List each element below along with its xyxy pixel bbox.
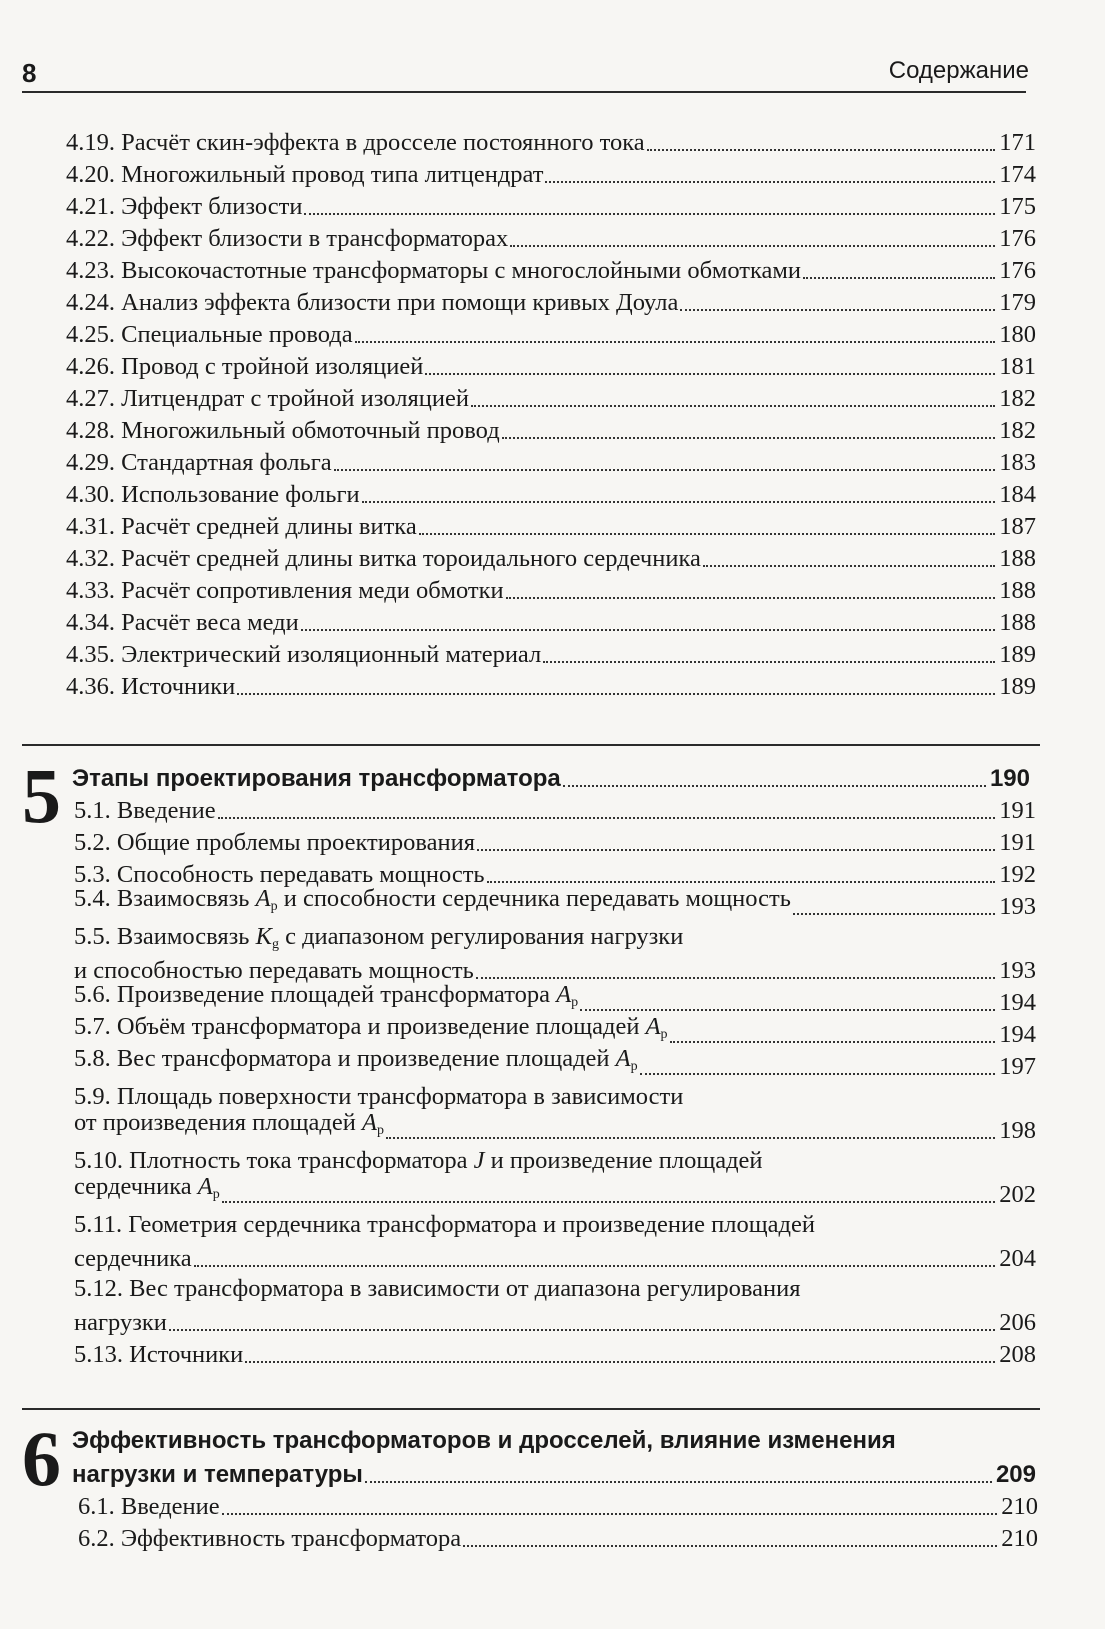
toc-entry[interactable] [66, 510, 1036, 542]
chapter-5-heading[interactable] [72, 762, 1030, 794]
entry-page: 183 [999, 449, 1036, 476]
entry-title: Высокочастотные трансформаторы с многослойными обмотками [121, 257, 802, 284]
entry-page: 189 [999, 641, 1036, 668]
entry-title: Эффект близости в трансформаторах [121, 225, 509, 252]
entry-title: Вес трансформатора в зависимости от диапазона регулирования [129, 1275, 801, 1302]
entry-page: 188 [999, 545, 1036, 572]
toc-entry[interactable] [66, 606, 1036, 638]
entry-num: 6.1. [78, 1493, 115, 1520]
entry-num: 4.23. [66, 257, 115, 284]
entry-num: 4.36. [66, 673, 115, 700]
entry-title: Общие проблемы проектирования [116, 829, 475, 856]
entry-num: 5.10. [74, 1147, 123, 1174]
entry-title: Источники [129, 1341, 244, 1368]
subscript-p: p [376, 1123, 384, 1138]
entry-title: Расчёт средней длины витка тороидального сердечника [121, 545, 701, 572]
toc-entry-5-11-line1[interactable] [74, 1210, 815, 1242]
entry-page: 188 [999, 577, 1036, 604]
entry-title-line2: сердечника [74, 1245, 192, 1272]
entry-page: 176 [999, 225, 1036, 252]
leader-dots [471, 405, 995, 407]
toc-entry-5-12-line1[interactable] [74, 1274, 800, 1306]
toc-entry-5-1[interactable] [74, 794, 1036, 826]
entry-title: Взаимосвязь [116, 923, 250, 950]
toc-entry[interactable] [66, 478, 1036, 510]
entry-title: Анализ эффекта близости при помощи кривых Доула [121, 289, 679, 316]
entry-num: 5.12. [74, 1275, 123, 1302]
toc-entry[interactable] [66, 254, 1036, 286]
entry-page: 174 [999, 161, 1036, 188]
entry-title: Эффективность трансформатора [120, 1525, 462, 1552]
page-number: 8 [22, 58, 37, 88]
entry-page: 202 [999, 1181, 1036, 1208]
toc-entry[interactable] [66, 222, 1036, 254]
subscript-p: p [270, 899, 278, 914]
entry-title: Площадь поверхности трансформатора в зависимости [116, 1083, 684, 1110]
leader-dots [463, 1545, 997, 1547]
leader-dots [218, 817, 996, 819]
entry-num: 4.35. [66, 641, 115, 668]
entry-num: 4.31. [66, 513, 115, 540]
entry-title: Многожильный обмоточный провод [121, 417, 500, 444]
entry-page: 208 [999, 1341, 1036, 1368]
entry-num: 4.21. [66, 193, 115, 220]
entry-title: Эффект близости [121, 193, 303, 220]
entry-page: 188 [999, 609, 1036, 636]
leader-dots [304, 213, 995, 215]
toc-entry-5-9[interactable] [74, 1109, 1036, 1146]
entry-page: 179 [999, 289, 1036, 316]
entry-title: Многожильный провод типа литцендрат [121, 161, 544, 188]
leader-dots [237, 693, 995, 695]
leader-dots [793, 913, 995, 915]
leader-dots [703, 565, 995, 567]
entry-page: 210 [1001, 1525, 1038, 1552]
entry-num: 5.5. [74, 923, 111, 950]
entry-num: 4.22. [66, 225, 115, 252]
entry-title: Источники [121, 673, 236, 700]
symbol-j: J [473, 1147, 485, 1174]
leader-dots [563, 785, 986, 787]
entry-num: 4.28. [66, 417, 115, 444]
toc-entry[interactable] [66, 414, 1036, 446]
leader-dots [545, 181, 995, 183]
toc-entry-5-12[interactable] [74, 1306, 1036, 1338]
entry-title: Специальные провода [121, 321, 353, 348]
entry-title-line2: нагрузки [74, 1309, 167, 1336]
entry-page: 189 [999, 673, 1036, 700]
subscript-p: p [630, 1059, 638, 1074]
toc-entry[interactable] [66, 126, 1036, 158]
entry-num: 6.2. [78, 1525, 115, 1552]
entry-title-cont: и произведение площадей [490, 1147, 763, 1174]
symbol-a: A [615, 1045, 631, 1072]
leader-dots [365, 1481, 992, 1483]
entry-title: Литцендрат с тройной изоляцией [121, 385, 469, 412]
entry-title: Объём трансформатора и произведение площадей [116, 1013, 640, 1040]
subscript-p: p [571, 995, 579, 1010]
leader-dots [647, 149, 996, 151]
leader-dots [803, 277, 995, 279]
entry-num: 4.33. [66, 577, 115, 604]
entry-title: Стандартная фольга [121, 449, 332, 476]
chapter-6-heading[interactable] [72, 1458, 1036, 1490]
entry-num: 4.24. [66, 289, 115, 316]
leader-dots [680, 309, 995, 311]
entry-title: Расчёт средней длины витка [121, 513, 417, 540]
toc-entry[interactable] [66, 670, 1036, 702]
entry-num: 4.27. [66, 385, 115, 412]
toc-entry[interactable] [66, 446, 1036, 478]
leader-dots [355, 341, 996, 343]
leader-dots [386, 1137, 995, 1139]
entry-title: Провод с тройной изоляцией [121, 353, 424, 380]
entry-title-cont: с диапазоном регулирования нагрузки [285, 923, 684, 950]
entry-page: 171 [999, 129, 1036, 156]
entry-num: 4.29. [66, 449, 115, 476]
entry-page: 204 [999, 1245, 1036, 1272]
entry-page: 206 [999, 1309, 1036, 1336]
entry-title: Введение [116, 797, 216, 824]
chapter-5-number: 5 [22, 752, 61, 839]
entry-num: 5.11. [74, 1211, 123, 1238]
entry-num: 4.34. [66, 609, 115, 636]
symbol-k: K [255, 923, 272, 950]
toc-entry[interactable] [66, 574, 1036, 606]
entry-title-line2: от произведения площадей [74, 1109, 356, 1136]
toc-entry[interactable] [66, 382, 1036, 414]
leader-dots [476, 977, 995, 979]
leader-dots [543, 661, 995, 663]
chapter-6-page: 209 [995, 1461, 1036, 1488]
toc-entry-5-5-line1[interactable] [74, 922, 683, 954]
entry-num: 5.8. [74, 1045, 111, 1072]
entry-page: 194 [999, 989, 1036, 1016]
toc-entry-5-13[interactable] [74, 1338, 1036, 1370]
entry-title-line2: и способностью передавать мощность [74, 957, 474, 984]
entry-num: 5.6. [74, 981, 111, 1008]
entry-num: 5.2. [74, 829, 111, 856]
toc-entry-5-11[interactable] [74, 1242, 1036, 1274]
subscript-p: p [660, 1027, 668, 1042]
entry-title: Введение [120, 1493, 220, 1520]
leader-dots [245, 1361, 995, 1363]
leader-dots [222, 1513, 998, 1515]
subscript-p: p [212, 1187, 220, 1202]
leader-dots [502, 437, 996, 439]
symbol-a: A [556, 981, 572, 1008]
toc-entry[interactable] [66, 286, 1036, 318]
entry-page: 175 [999, 193, 1036, 220]
entry-title: Расчёт сопротивления меди обмотки [121, 577, 504, 604]
leader-dots [425, 373, 995, 375]
toc-entry-5-4[interactable] [74, 885, 1036, 922]
entry-title: Плотность тока трансформатора [129, 1147, 468, 1174]
entry-title: Использование фольги [121, 481, 360, 508]
entry-title: Расчёт веса меди [121, 609, 299, 636]
entry-page: 182 [999, 417, 1036, 444]
leader-dots [222, 1201, 996, 1203]
symbol-a: A [255, 885, 271, 912]
entry-page: 192 [999, 861, 1036, 888]
running-head: Содержание [888, 57, 1029, 84]
chapter-6-title-line2: нагрузки и температуры [72, 1461, 363, 1488]
toc-entry-5-8[interactable] [74, 1045, 1036, 1082]
header-rule [22, 91, 1026, 93]
leader-dots [640, 1073, 996, 1075]
toc-entry[interactable] [66, 542, 1036, 574]
entry-page: 191 [999, 829, 1036, 856]
entry-title: Взаимосвязь [116, 885, 250, 912]
entry-page: 197 [999, 1053, 1036, 1080]
subscript-g: g [271, 937, 279, 952]
toc-entry[interactable] [66, 350, 1036, 382]
chapter-6-number: 6 [22, 1415, 61, 1502]
entry-title-line2: сердечника [74, 1173, 192, 1200]
chapter-5-title: Этапы проектирования трансформатора [72, 765, 561, 792]
toc-entry[interactable] [66, 158, 1036, 190]
entry-num: 4.20. [66, 161, 115, 188]
entry-page: 210 [1001, 1493, 1038, 1520]
entry-num: 5.9. [74, 1083, 111, 1110]
leader-dots [670, 1041, 996, 1043]
leader-dots [506, 597, 996, 599]
entry-page: 198 [999, 1117, 1036, 1144]
entry-num: 4.19. [66, 129, 115, 156]
entry-page: 184 [999, 481, 1036, 508]
toc-entry-5-2[interactable] [74, 826, 1036, 858]
entry-title-cont: и способности сердечника передавать мощность [283, 885, 791, 912]
entry-title: Вес трансформатора и произведение площадей [116, 1045, 610, 1072]
symbol-a: A [362, 1109, 377, 1136]
toc-entry[interactable] [66, 190, 1036, 222]
entry-page: 181 [999, 353, 1036, 380]
entry-title: Способность передавать мощность [116, 861, 485, 888]
entry-page: 182 [999, 385, 1036, 412]
leader-dots [334, 469, 996, 471]
entry-page: 187 [999, 513, 1036, 540]
toc-entry[interactable] [66, 638, 1036, 670]
toc-entry-6-1[interactable] [78, 1490, 1038, 1522]
chapter-5-rule [22, 744, 1040, 746]
toc-entry-6-2[interactable] [78, 1522, 1038, 1554]
entry-num: 5.13. [74, 1341, 123, 1368]
entry-page: 193 [999, 957, 1036, 984]
chapter-5-page: 190 [989, 765, 1030, 792]
leader-dots [419, 533, 996, 535]
chapter-6-heading-line1[interactable] [72, 1426, 896, 1458]
chapter-6-title-line1: Эффективность трансформаторов и дросселей, влияние изменения [72, 1427, 896, 1454]
entry-num: 4.26. [66, 353, 115, 380]
leader-dots [362, 501, 996, 503]
leader-dots [477, 849, 995, 851]
entry-page: 191 [999, 797, 1036, 824]
entry-num: 4.30. [66, 481, 115, 508]
entry-num: 5.4. [74, 885, 111, 912]
toc-entry-5-10[interactable] [74, 1173, 1036, 1210]
entry-title: Геометрия сердечника трансформатора и произведение площадей [128, 1211, 815, 1238]
chapter-6-rule [22, 1408, 1040, 1410]
toc-entry[interactable] [66, 318, 1036, 350]
leader-dots [510, 245, 995, 247]
entry-num: 5.7. [74, 1013, 111, 1040]
leader-dots [487, 881, 996, 883]
entry-num: 5.1. [74, 797, 111, 824]
entry-num: 4.25. [66, 321, 115, 348]
leader-dots [301, 629, 996, 631]
leader-dots [580, 1009, 995, 1011]
entry-title: Электрический изоляционный материал [121, 641, 542, 668]
entry-num: 5.3. [74, 861, 111, 888]
entry-page: 180 [999, 321, 1036, 348]
entry-num: 4.32. [66, 545, 115, 572]
entry-title: Расчёт скин-эффекта в дросселе постоянного тока [121, 129, 645, 156]
entry-page: 193 [999, 893, 1036, 920]
symbol-a: A [197, 1173, 213, 1200]
entry-title: Произведение площадей трансформатора [116, 981, 551, 1008]
leader-dots [194, 1265, 996, 1267]
leader-dots [169, 1329, 995, 1331]
symbol-a: A [645, 1013, 661, 1040]
entry-page: 194 [999, 1021, 1036, 1048]
entry-page: 176 [999, 257, 1036, 284]
